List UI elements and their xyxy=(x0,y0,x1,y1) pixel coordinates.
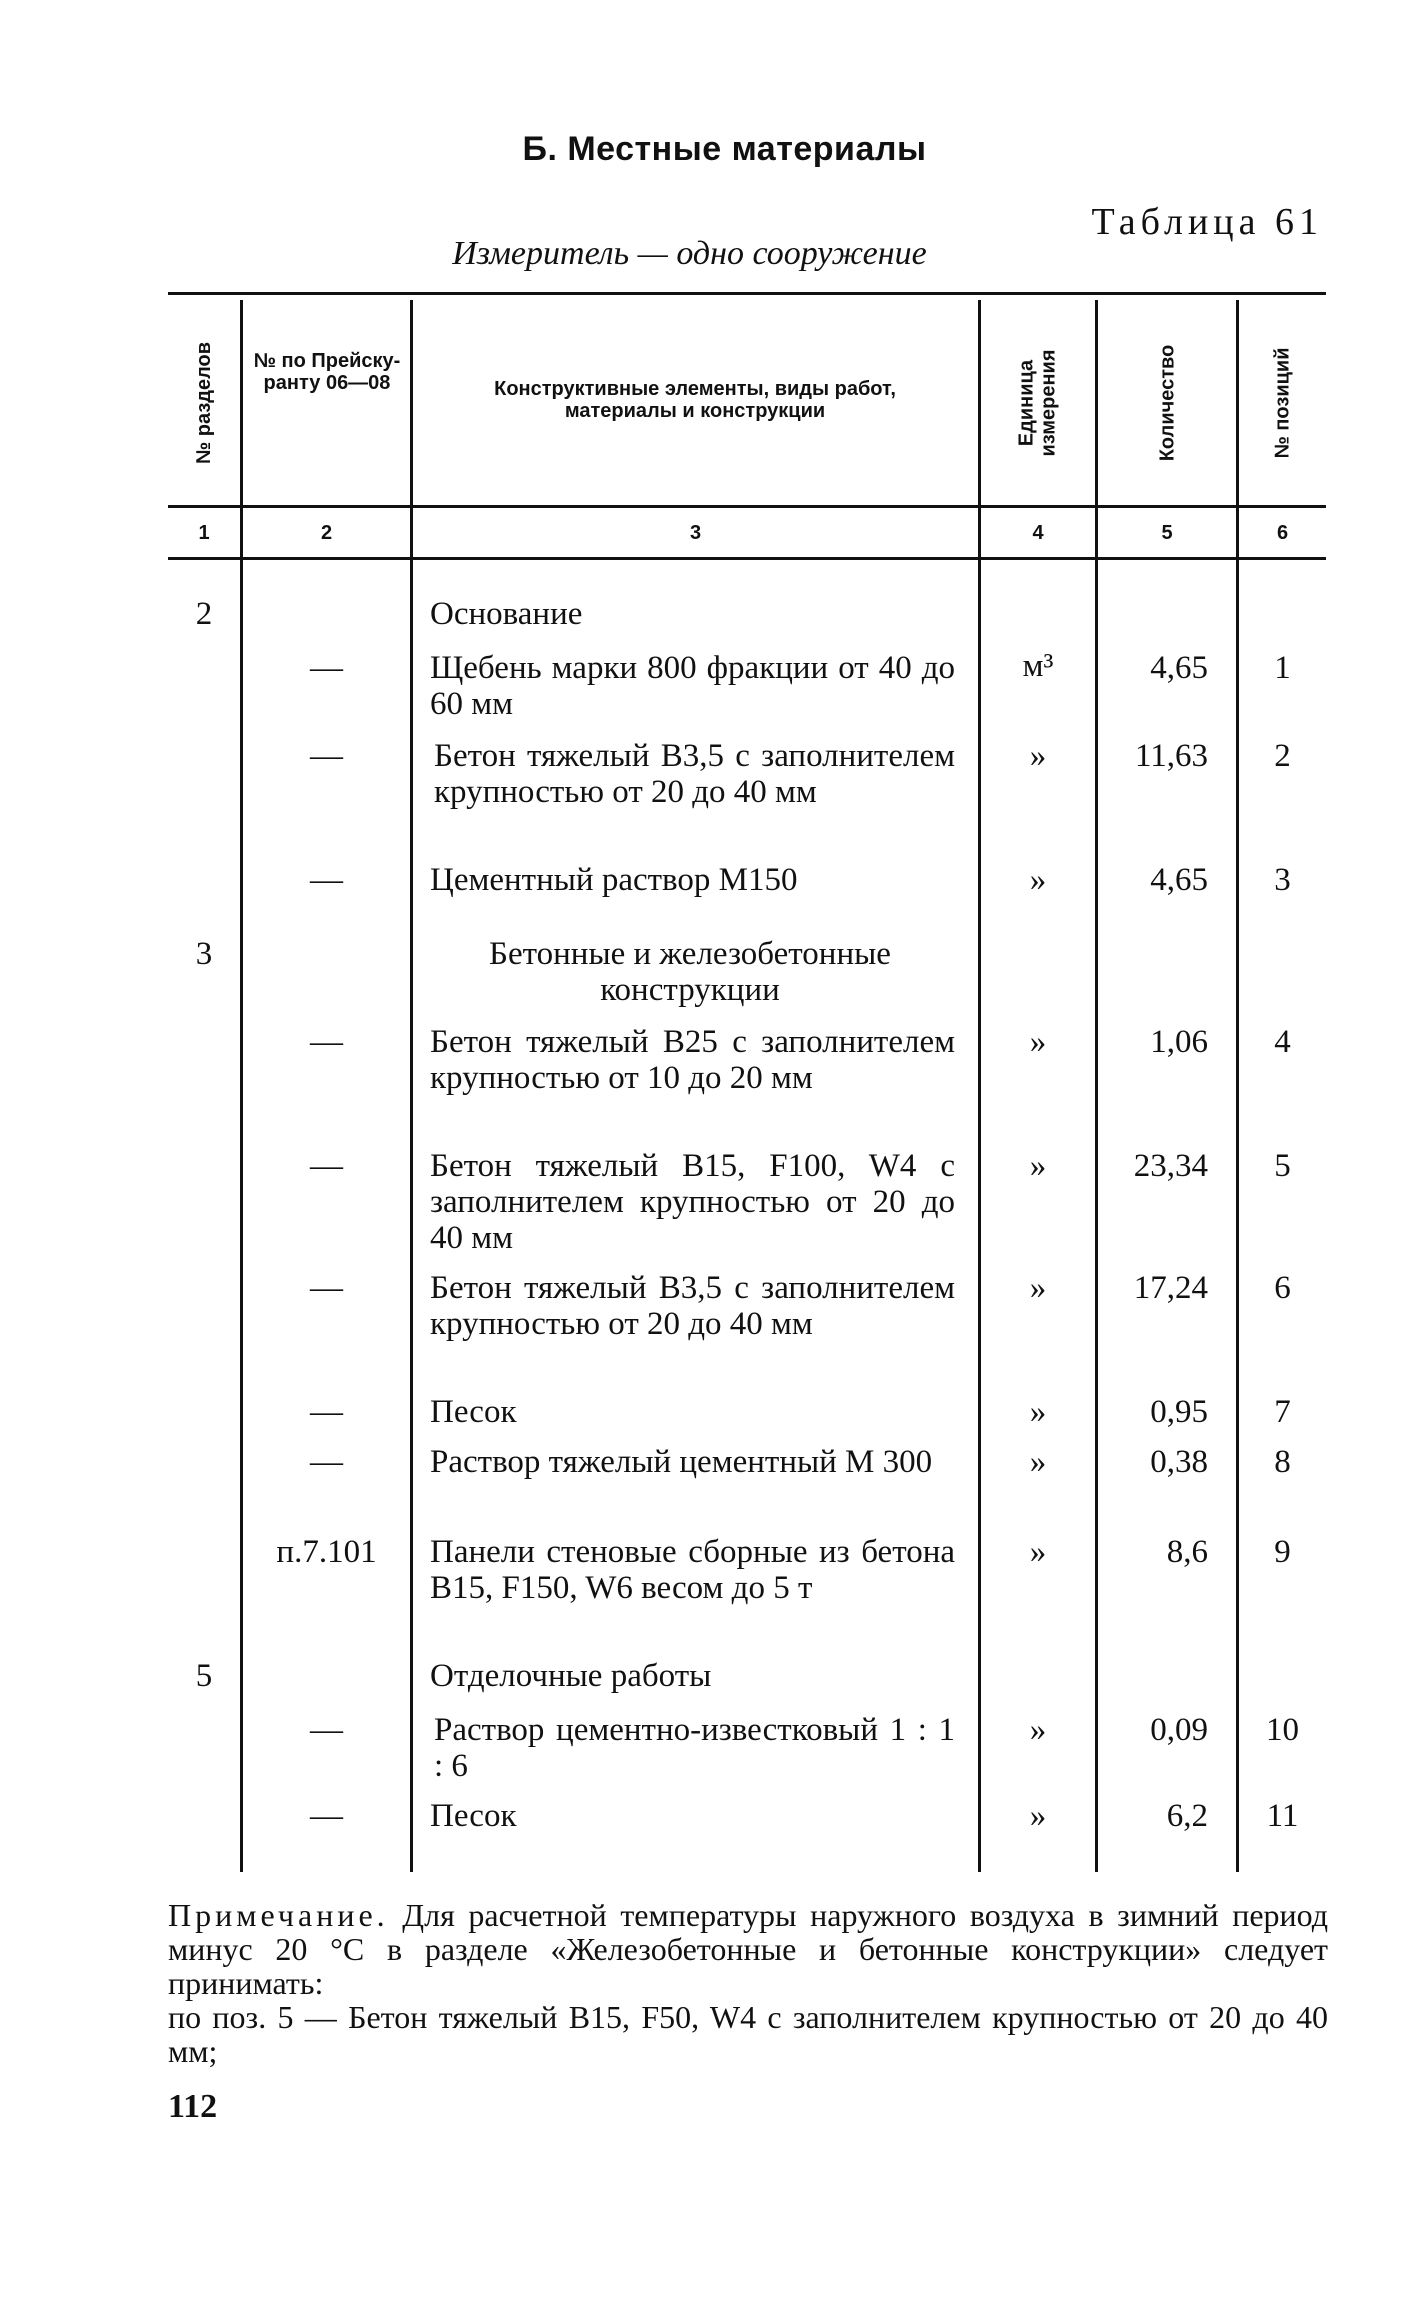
footnote xyxy=(168,1898,1328,2068)
row-quantity: 23,34 xyxy=(1133,1148,1208,1184)
row-position: 7 xyxy=(1274,1394,1291,1430)
header-col-6-label: № позиций xyxy=(1271,346,1294,459)
header-col-2: № по Прейску-ранту 06—08 xyxy=(253,350,401,394)
row-quantity: 4,65 xyxy=(1150,862,1208,898)
row-quantity: 11,63 xyxy=(1134,738,1208,774)
row-description: Панели стеновые сборные из бетона В15, F150, W6 весом до 5 т xyxy=(430,1534,955,1606)
header-col-4-line-2: измерения xyxy=(1037,348,1060,457)
colnum-5: 5 xyxy=(1161,522,1173,544)
header-col-3: Конструктивные элементы, виды работ, материалы и конструкции xyxy=(494,378,896,422)
colnum-bottom-rule xyxy=(168,557,1326,560)
colnum-4: 4 xyxy=(1032,522,1044,544)
row-unit: » xyxy=(1029,1798,1047,1834)
row-position: 2 xyxy=(1274,738,1291,774)
row-price-ref: — xyxy=(310,1148,343,1184)
row-description: Бетон тяжелый В15, F100, W4 с заполнителем крупностью от 20 до 40 мм xyxy=(430,1148,955,1256)
row-section: 5 xyxy=(195,1658,213,1694)
colnum-2: 2 xyxy=(320,522,333,544)
row-price-ref: — xyxy=(310,738,343,774)
header-bottom-rule xyxy=(168,505,1326,508)
row-quantity: 17,24 xyxy=(1133,1270,1208,1306)
colnum-3: 3 xyxy=(689,522,702,544)
colnum-6: 6 xyxy=(1276,522,1289,544)
row-position: 11 xyxy=(1266,1798,1299,1834)
header-col-4 xyxy=(981,300,1095,505)
row-unit: » xyxy=(1029,1270,1047,1306)
header-col-5-label: Количество xyxy=(1156,344,1178,461)
row-description: Раствор тяжелый цементный М 300 xyxy=(430,1444,933,1480)
footnote-item: по поз. 5 — Бетон тяжелый В15, F50, W4 с заполнителем крупностью от 20 до 40 мм; xyxy=(168,1999,1328,2069)
row-position: 6 xyxy=(1274,1270,1291,1306)
row-price-ref: — xyxy=(310,1270,343,1306)
header-col-4-line-1: Единица xyxy=(1015,359,1038,446)
row-description: Основание xyxy=(430,596,583,632)
row-unit: » xyxy=(1029,1444,1047,1480)
row-unit: » xyxy=(1029,1534,1047,1570)
row-unit: » xyxy=(1029,1148,1047,1184)
row-description: Отделочные работы xyxy=(430,1658,712,1694)
row-price-ref: — xyxy=(310,1444,343,1480)
row-unit: м³ xyxy=(1022,648,1054,684)
row-unit: » xyxy=(1029,1394,1047,1430)
section-title: Б. Местные материалы xyxy=(522,130,927,168)
row-unit: » xyxy=(1029,1712,1047,1748)
row-description: Щебень марки 800 фракции от 40 до 60 мм xyxy=(430,650,955,722)
table-number: Таблица 61 xyxy=(1091,201,1323,243)
row-description: Песок xyxy=(430,1394,517,1430)
header-col-5 xyxy=(1098,300,1236,505)
row-description: Раствор цементно-известковый 1 : 1 : 6 xyxy=(434,1712,955,1784)
row-unit: » xyxy=(1029,862,1047,898)
row-quantity: 4,65 xyxy=(1150,650,1208,686)
row-position: 3 xyxy=(1274,862,1291,898)
row-quantity: 6,2 xyxy=(1166,1798,1208,1834)
footnote-text: Для расчетной температуры наружного воздуха в зимний период минус 20 °С в разделе «Железобетонные и бетонные конструкции» следует принимать: xyxy=(168,1897,1329,2001)
row-description: Бетон тяжелый В3,5 с заполнителем крупностью от 20 до 40 мм xyxy=(434,738,955,810)
row-position: 5 xyxy=(1274,1148,1291,1184)
row-price-ref: — xyxy=(310,1024,343,1060)
colnum-1: 1 xyxy=(198,522,210,544)
row-description: Цементный раствор М150 xyxy=(430,862,798,898)
row-price-ref: — xyxy=(310,1798,343,1834)
footnote-label: Примечание. xyxy=(168,1897,389,1933)
row-price-ref: — xyxy=(310,1394,343,1430)
header-col-1 xyxy=(168,300,240,505)
row-quantity: 0,38 xyxy=(1150,1444,1208,1480)
row-position: 9 xyxy=(1274,1534,1291,1570)
row-description: Песок xyxy=(430,1798,517,1834)
row-description: Бетонные и железобетонные конструкции xyxy=(489,936,891,1008)
header-col-6 xyxy=(1239,300,1326,505)
row-price-ref: п.7.101 xyxy=(276,1534,377,1570)
row-position: 4 xyxy=(1274,1024,1291,1060)
row-unit: » xyxy=(1029,738,1047,774)
row-position: 8 xyxy=(1274,1444,1291,1480)
row-position: 1 xyxy=(1274,650,1291,686)
row-position: 10 xyxy=(1266,1712,1299,1748)
row-description: Бетон тяжелый В25 с заполнителем крупностью от 10 до 20 мм xyxy=(430,1024,955,1096)
table-top-rule xyxy=(168,292,1326,295)
row-price-ref: — xyxy=(310,1712,343,1748)
row-section: 3 xyxy=(195,936,213,972)
header-col-1-label: № разделов xyxy=(193,341,215,464)
row-price-ref: — xyxy=(310,862,343,898)
row-quantity: 0,95 xyxy=(1150,1394,1208,1430)
row-section: 2 xyxy=(195,596,213,632)
row-quantity: 0,09 xyxy=(1150,1712,1208,1748)
measure-caption: Измеритель — одно сооружение xyxy=(452,235,927,272)
row-quantity: 8,6 xyxy=(1166,1534,1208,1570)
row-description: Бетон тяжелый В3,5 с заполнителем крупностью от 20 до 40 мм xyxy=(430,1270,955,1342)
row-unit: » xyxy=(1029,1024,1047,1060)
row-price-ref: — xyxy=(310,650,343,686)
header-col-4-label xyxy=(1016,349,1060,456)
row-quantity: 1,06 xyxy=(1150,1024,1208,1060)
page-number: 112 xyxy=(168,2088,218,2125)
